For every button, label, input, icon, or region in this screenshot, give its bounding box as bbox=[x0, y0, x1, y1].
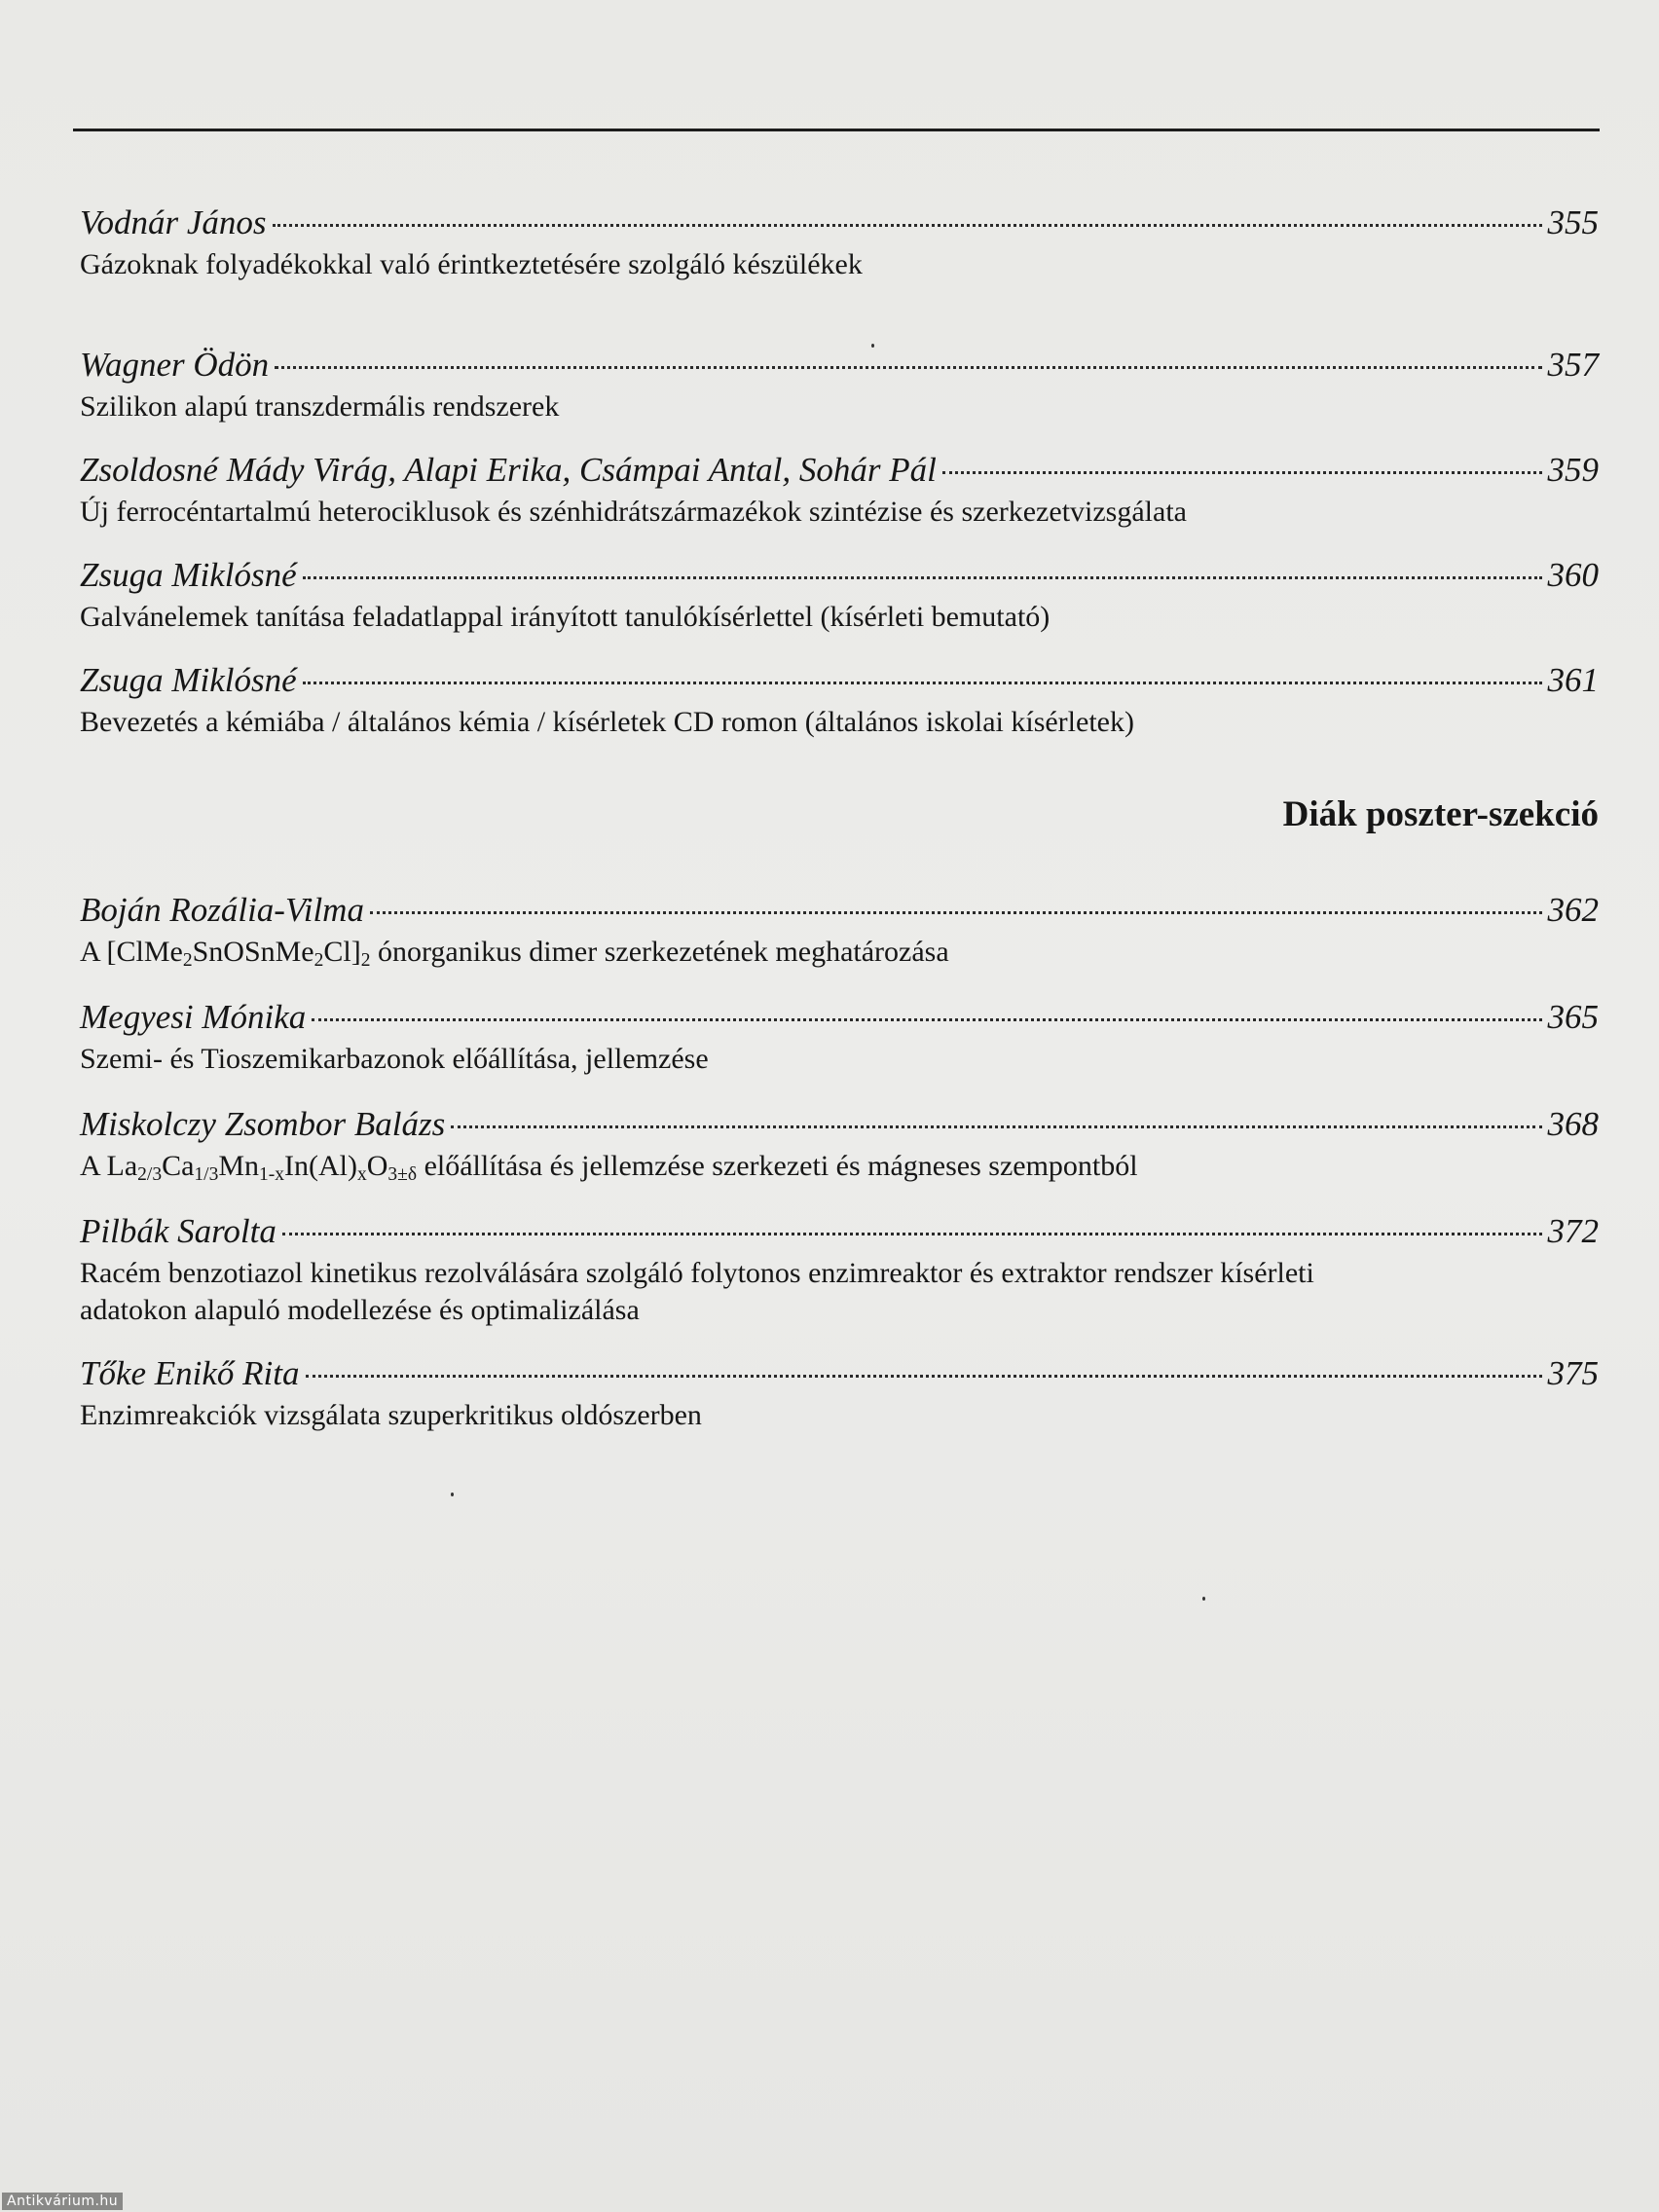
entry-page-number: 372 bbox=[1547, 1212, 1599, 1250]
toc-entry bbox=[80, 1101, 1599, 1185]
paper-speck bbox=[1202, 1597, 1205, 1601]
leader-dots bbox=[282, 1233, 1542, 1235]
entry-page-number: 365 bbox=[1547, 998, 1599, 1036]
leader-dots bbox=[273, 224, 1542, 227]
entry-authors: Zsuga Miklósné bbox=[80, 661, 297, 699]
entry-title: Enzimreakciók vizsgálata szuperkritikus oldószerben bbox=[80, 1399, 702, 1431]
entry-authors: Zsoldosné Mády Virág, Alapi Erika, Csámpai Antal, Sohár Pál bbox=[80, 451, 937, 489]
leader-dots bbox=[275, 366, 1541, 369]
leader-dots bbox=[312, 1018, 1541, 1021]
entry-authors: Pilbák Sarolta bbox=[80, 1212, 276, 1250]
toc-entry bbox=[80, 994, 1599, 1078]
toc-entry bbox=[80, 342, 1599, 425]
entry-page-number: 357 bbox=[1547, 346, 1599, 384]
entry-page-number: 368 bbox=[1547, 1105, 1599, 1143]
toc-entry bbox=[80, 447, 1599, 531]
entry-authors: Boján Rozália-Vilma bbox=[80, 891, 364, 929]
toc-entry bbox=[80, 1350, 1599, 1434]
entry-page-number: 361 bbox=[1547, 661, 1599, 699]
entry-page-number: 360 bbox=[1547, 556, 1599, 594]
entry-title: Szemi- és Tioszemikarbazonok előállítása, jellemzése bbox=[80, 1043, 709, 1075]
leader-dots bbox=[451, 1125, 1541, 1128]
entry-authors: Megyesi Mónika bbox=[80, 998, 307, 1036]
entry-title: Bevezetés a kémiába / általános kémia / kísérletek CD romon (általános iskolai kísérletek) bbox=[80, 706, 1134, 738]
entry-title: Szilikon alapú transzdermális rendszerek bbox=[80, 390, 560, 423]
toc-entry bbox=[80, 552, 1599, 636]
toc-entry bbox=[80, 1208, 1599, 1329]
site-watermark: Antikvárium.hu bbox=[2, 2193, 123, 2210]
entry-page-number: 375 bbox=[1547, 1354, 1599, 1392]
entry-title: A $[ClMe_2SnOSnMe_2Cl]_2$ ónorganikus dimer szerkezetének meghatározása bbox=[80, 936, 949, 971]
entry-authors: Tőke Enikő Rita bbox=[80, 1354, 300, 1392]
entry-authors: Vodnár János bbox=[80, 203, 267, 241]
entry-authors: Wagner Ödön bbox=[80, 346, 270, 384]
entry-page-number: 362 bbox=[1547, 891, 1599, 929]
entry-title: Racém benzotiazol kinetikus rezolválására szolgáló folytonos enzimreaktor és extraktor rendszer kísérleti bbox=[80, 1257, 1314, 1289]
entry-authors: Zsuga Miklósné bbox=[80, 556, 297, 594]
leader-dots bbox=[303, 576, 1542, 579]
section-heading: Diák poszter-szekció bbox=[1282, 794, 1599, 834]
leader-dots bbox=[306, 1375, 1542, 1378]
table-of-contents bbox=[80, 200, 1599, 1434]
entry-title: A $La_{2/3}Ca_{1/3}Mn_{1-x}In(Al)_xO_{3\pm\delta}$ előállítása és jellemzése szerkezeti és mágneses szempontból bbox=[80, 1150, 1138, 1185]
leader-dots bbox=[370, 911, 1542, 914]
toc-entry bbox=[80, 657, 1599, 741]
entry-title: Galvánelemek tanítása feladatlappal irányított tanulókísérlettel (kísérleti bemutató) bbox=[80, 601, 1051, 633]
leader-dots bbox=[303, 682, 1542, 684]
toc-entry bbox=[80, 887, 1599, 971]
paper-speck bbox=[871, 344, 874, 348]
entry-title: Új ferrocéntartalmú heterociklusok és szénhidrátszármazékok szintézise és szerkezetvizsgálata bbox=[80, 496, 1187, 528]
leader-dots bbox=[942, 471, 1542, 474]
toc-entry bbox=[80, 200, 1599, 283]
entry-page-number: 355 bbox=[1547, 203, 1599, 241]
header-rule bbox=[73, 129, 1600, 131]
entry-page-number: 359 bbox=[1547, 451, 1599, 489]
entry-authors: Miskolczy Zsombor Balázs bbox=[80, 1105, 446, 1143]
paper-speck bbox=[451, 1493, 454, 1496]
entry-title: Gázoknak folyadékokkal való érintkeztetésére szolgáló készülékek bbox=[80, 248, 863, 280]
entry-title-continued: adatokon alapuló modellezése és optimalizálása bbox=[80, 1294, 640, 1326]
